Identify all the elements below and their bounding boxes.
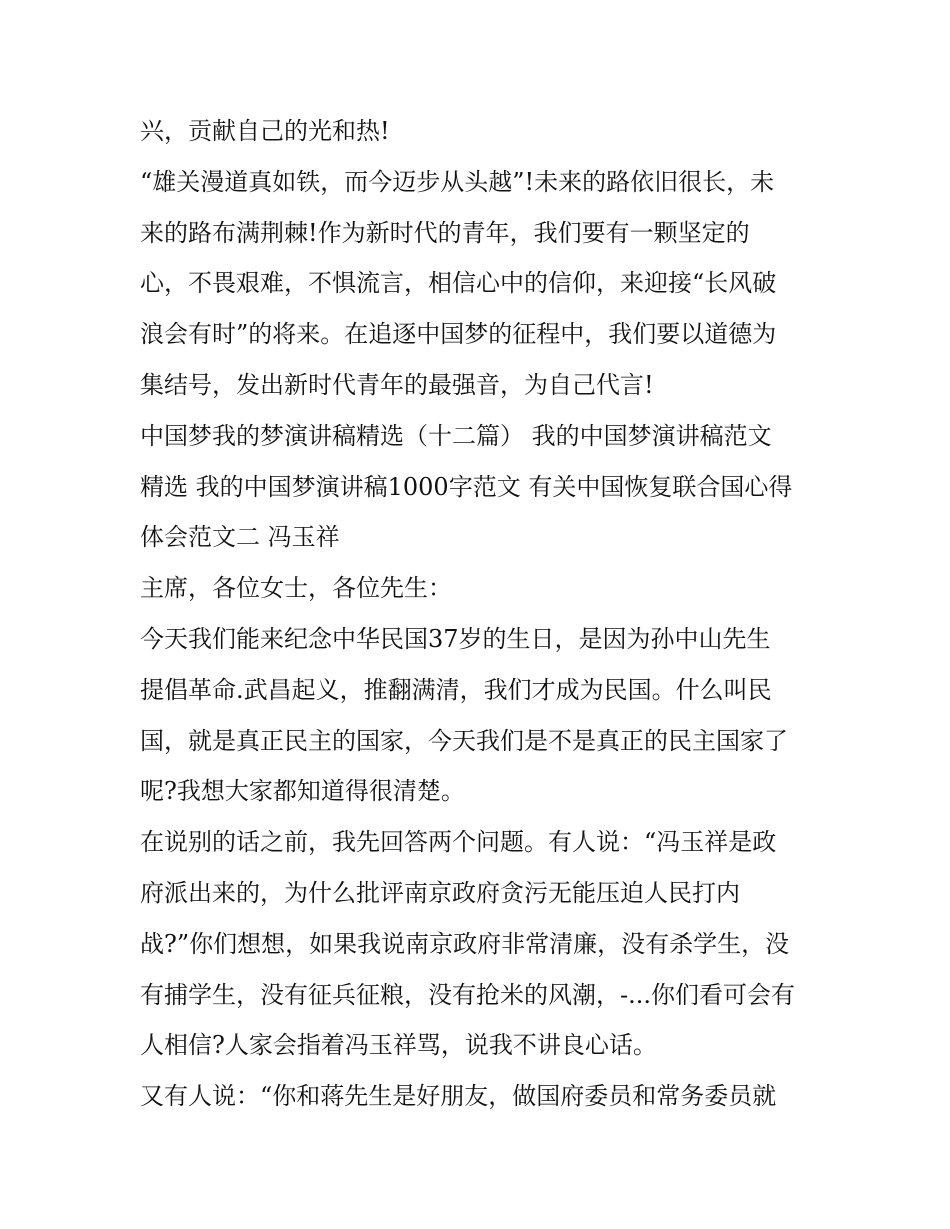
text-line: 体会范文二 冯玉祥 — [140, 523, 340, 552]
text-line: 今天我们能来纪念中华民国37岁的生日，是因为孙中山先生 — [140, 624, 771, 653]
text-line: 呢?我想大家都知道得很清楚。 — [140, 777, 465, 806]
body-text — [140, 106, 840, 1122]
text-line: 来的路布满荆棘!作为新时代的青年，我们要有一颗坚定的 — [140, 218, 750, 247]
text-line: “雄关漫道真如铁，而今迈步从头越”!未来的路依旧很长，未 — [140, 167, 775, 196]
text-line: 提倡革命.武昌起义，推翻满清，我们才成为民国。什么叫民 — [140, 675, 772, 704]
text-line: 战?”你们想想，如果我说南京政府非常清廉，没有杀学生，没 — [140, 929, 790, 958]
text-line: 心，不畏艰难，不惧流言，相信心中的信仰，来迎接“长风破 — [140, 269, 777, 298]
text-line: 中国梦我的梦演讲稿精选（十二篇） 我的中国梦演讲稿范文 — [140, 421, 772, 450]
text-line: 在说别的话之前，我先回答两个问题。有人说：“冯玉祥是政 — [140, 828, 777, 857]
text-line: 主席，各位女士，各位先生： — [140, 574, 452, 603]
text-line: 人相信?人家会指着冯玉祥骂，说我不讲良心话。 — [140, 1031, 657, 1060]
text-line: 又有人说：“你和蒋先生是好朋友，做国府委员和常务委员就 — [140, 1082, 777, 1111]
text-line: 浪会有时”的将来。在追逐中国梦的征程中，我们要以道德为 — [140, 320, 777, 349]
text-line: 集结号，发出新时代青年的最强音，为自己代言! — [140, 370, 654, 399]
text-line: 府派出来的，为什么批评南京政府贪污无能压迫人民打内 — [140, 878, 740, 907]
text-line: 国，就是真正民主的国家，今天我们是不是真正的民主国家了 — [140, 726, 788, 755]
text-line: 兴，贡献自己的光和热! — [140, 117, 390, 145]
text-line: 精选 我的中国梦演讲稿1000字范文 有关中国恢复联合国心得 — [140, 472, 793, 501]
text-line: 有捕学生，没有征兵征粮，没有抢米的风潮，-...你们看可会有 — [140, 980, 795, 1009]
